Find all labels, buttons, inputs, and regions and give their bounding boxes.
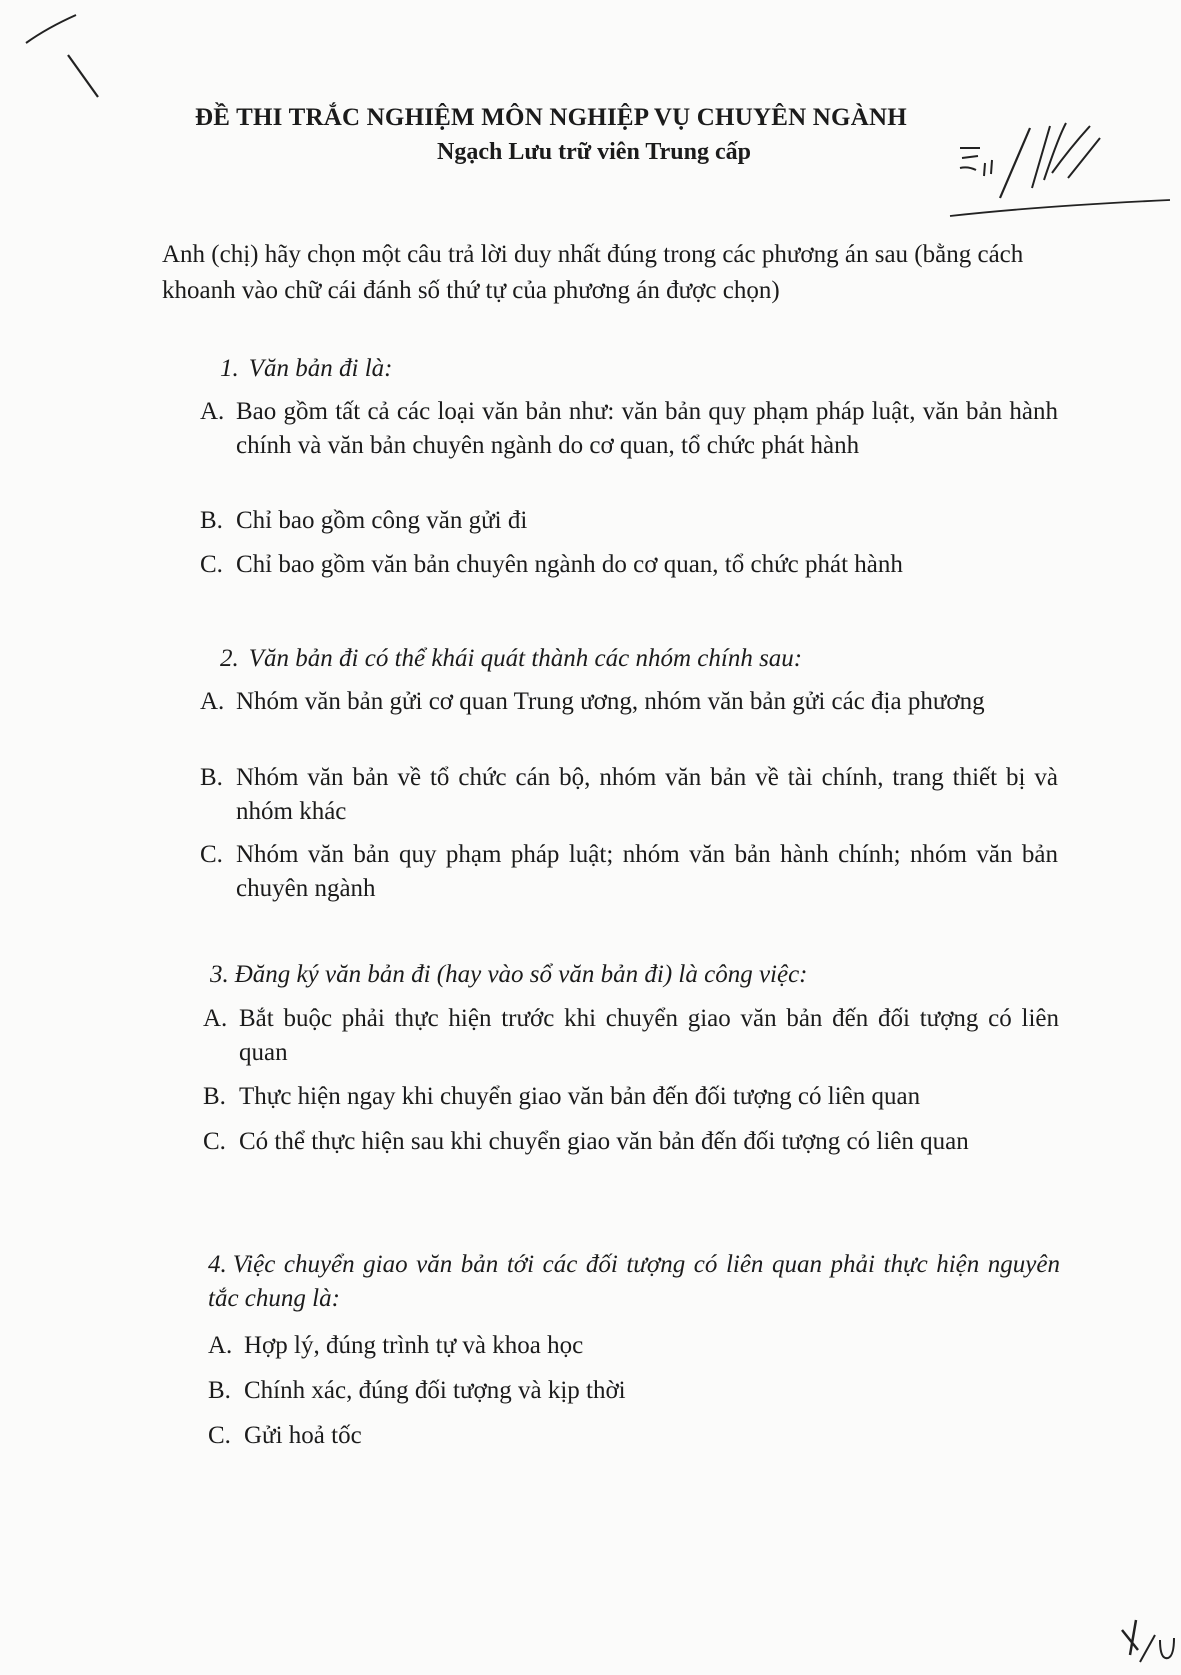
q1-option-b[interactable] bbox=[200, 504, 1058, 538]
option-text: Nhóm văn bản quy phạm pháp luật; nhóm văn bản hành chính; nhóm văn bản chuyên ngành bbox=[236, 841, 1058, 902]
option-text: Chỉ bao gồm văn bản chuyên ngành do cơ quan, tổ chức phát hành bbox=[236, 551, 903, 578]
option-text: Chính xác, đúng đối tượng và kịp thời bbox=[244, 1377, 626, 1404]
question-text: Văn bản đi là: bbox=[248, 355, 393, 382]
option-letter: C. bbox=[203, 1128, 226, 1155]
question-3 bbox=[210, 958, 1050, 992]
q2-option-c[interactable] bbox=[200, 838, 1058, 906]
option-letter: C. bbox=[200, 551, 223, 578]
handwritten-page-number bbox=[1110, 1610, 1180, 1670]
option-text: Bắt buộc phải thực hiện trước khi chuyển giao văn bản đến đối tượng có liên quan bbox=[239, 1005, 1059, 1066]
option-text: Có thể thực hiện sau khi chuyển giao văn bản đến đối tượng có liên quan bbox=[239, 1128, 969, 1155]
option-text: Chỉ bao gồm công văn gửi đi bbox=[236, 507, 528, 534]
question-number: 2. bbox=[220, 645, 239, 672]
option-letter: B. bbox=[200, 507, 223, 534]
q4-option-b[interactable] bbox=[208, 1374, 1058, 1408]
option-letter: C. bbox=[200, 841, 223, 868]
option-letter: A. bbox=[203, 1005, 228, 1032]
question-text: Việc chuyển giao văn bản tới các đối tượng có liên quan phải thực hiện nguyên tắc chung là: bbox=[208, 1251, 1060, 1312]
exam-title: ĐỀ THI TRẮC NGHIỆM MÔN NGHIỆP VỤ CHUYÊN NGÀNH bbox=[195, 104, 907, 131]
q3-option-b[interactable] bbox=[203, 1080, 1059, 1114]
option-letter: A. bbox=[200, 398, 225, 425]
question-text: Đăng ký văn bản đi (hay vào sổ văn bản đi) là công việc: bbox=[234, 961, 808, 988]
q1-option-a[interactable] bbox=[200, 395, 1058, 463]
handwritten-signature bbox=[940, 118, 1180, 228]
question-1 bbox=[220, 352, 1040, 386]
option-letter: C. bbox=[208, 1422, 231, 1449]
question-number: 3. bbox=[210, 961, 229, 988]
option-letter: A. bbox=[200, 688, 225, 715]
option-text: Bao gồm tất cả các loại văn bản như: văn bản quy phạm pháp luật, văn bản hành chính và văn bản chuyên ngành do cơ quan, tổ chức phát hành bbox=[236, 398, 1058, 459]
question-2 bbox=[220, 642, 1040, 676]
option-text: Gửi hoả tốc bbox=[244, 1422, 362, 1449]
question-text: Văn bản đi có thể khái quát thành các nhóm chính sau: bbox=[248, 645, 803, 672]
option-letter: B. bbox=[203, 1083, 226, 1110]
q4-option-c[interactable] bbox=[208, 1419, 1058, 1453]
question-number: 4. bbox=[208, 1251, 227, 1278]
option-letter: B. bbox=[208, 1377, 231, 1404]
option-text: Nhóm văn bản về tổ chức cán bộ, nhóm văn bản về tài chính, trang thiết bị và nhóm khác bbox=[236, 764, 1058, 825]
option-letter: B. bbox=[200, 764, 223, 791]
option-text: Nhóm văn bản gửi cơ quan Trung ương, nhóm văn bản gửi các địa phương bbox=[236, 688, 985, 715]
handwritten-corner-mark bbox=[20, 5, 110, 100]
question-4 bbox=[208, 1248, 1060, 1316]
option-text: Hợp lý, đúng trình tự và khoa học bbox=[244, 1332, 584, 1359]
q3-option-a[interactable] bbox=[203, 1002, 1059, 1070]
option-letter: A. bbox=[208, 1332, 233, 1359]
q2-option-b[interactable] bbox=[200, 761, 1058, 829]
q2-option-a[interactable] bbox=[200, 685, 1058, 719]
question-number: 1. bbox=[220, 355, 239, 382]
option-text: Thực hiện ngay khi chuyển giao văn bản đến đối tượng có liên quan bbox=[239, 1083, 921, 1110]
q4-option-a[interactable] bbox=[208, 1329, 1058, 1363]
exam-subtitle: Ngạch Lưu trữ viên Trung cấp bbox=[437, 139, 751, 165]
instruction-text: Anh (chị) hãy chọn một câu trả lời duy nhất đúng trong các phương án sau (bằng cách khoanh vào chữ cái đánh số thứ tự của phương án được chọn) bbox=[162, 241, 1024, 304]
q1-option-c[interactable] bbox=[200, 548, 1058, 582]
q3-option-c[interactable] bbox=[203, 1125, 1059, 1159]
